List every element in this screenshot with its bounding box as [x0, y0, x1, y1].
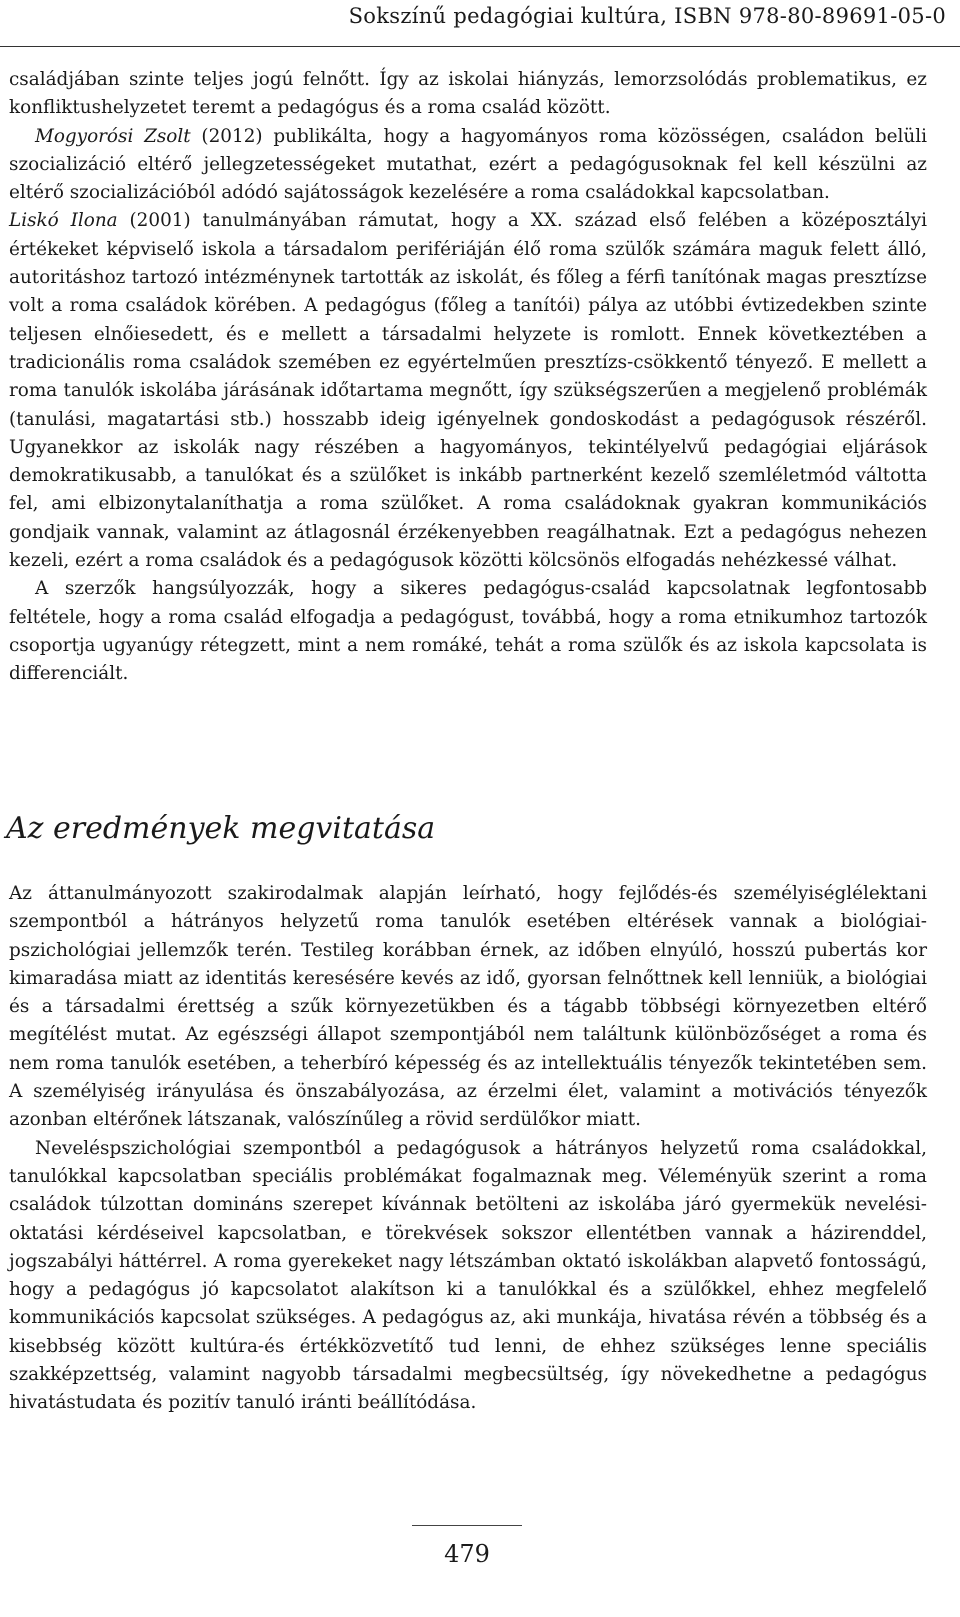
paragraph-5: Az áttanulmányozott szakirodalmak alapján leírható, hogy fejlődés-és személyiséglélektani szempontból a hátrányos helyzetű roma tanulók esetében eltérések vannak a biológiai-pszichológiai jellemzők terén. Testileg korábban érnek, az időben elnyúló, hosszú pubertás kor kimaradása miatt az identitás keresésére kevés az idő, gyorsan felnőttnek kell lenniük, a biológiai és a társadalmi érettség a szűk környezetükben és a tágabb többségi környezetben eltérő megítélést mutat. Az egészségi állapot szempontjából nem találtunk különbözőséget a roma és nem roma tanulók esetében, a teherbíró képesség és az intellektuális tényezők tekintetében sem. A személyiség irányulása és önszabályozása, az érzelmi élet, valamint a motivációs tényezők azonban eltérőnek látszanak, valószínűleg a rövid serdülőkor miatt.: [9, 883, 927, 1131]
section-body-1: [9, 66, 927, 689]
running-title: Sokszínű pedagógiai kultúra, ISBN 978-80-89691-05-0: [348, 4, 946, 28]
paragraph-text: (2012) publikálta, hogy a hagyományos roma közösségen, családon belüli szocializáció eltérő jellegzetességeket mutathat, ezért a pedagógusoknak fel kell készülni az eltérő szocializációból adódó sajátosságok kezelésére a roma családokkal kapcsolatban.: [9, 125, 927, 204]
footer-divider: [412, 1525, 522, 1526]
paragraph-4: A szerzők hangsúlyozzák, hogy a sikeres pedagógus-család kapcsolatnak legfontosabb feltétele, hogy a roma család elfogadja a pedagógust, továbbá, hogy a roma etnikumhoz tartozók csoportja ugyanúgy rétegzett, mint a nem romáké, tehát a roma szülők és az iskola kapcsolata is differenciált.: [9, 578, 927, 685]
paragraph-text: (2001) tanulmányában rámutat, hogy a XX. század első felében a középosztályi értékeket képviselő iskola a társadalom perifériáján élő roma szülők számára maguk felett álló, autoritáshoz tartozó intézménynek tartották az iskolát, és főleg a férfi tanítónak magas presztízse volt a roma családok körében. A pedagógus (főleg a tanítói) pálya az utóbbi évtizedekben szinte teljesen elnőiesedett, és e mellett a társadalmi helyzete is romlott. Ennek következtében a tradicionális roma családok szemében ez egyértelműen presztízs-csökkentő tényező. E mellett a roma tanulók iskolába járásának időtartama megnőtt, így szükségszerűen a megjelenő problémák (tanulási, magatartási stb.) hosszabb ideig igényelnek gondoskodást a pedagógusok részéről. Ugyanekkor az iskolák nagy részében a hagyományos, tekintélyelvű pedagógiai eljárások demokratikusabb, a tanulókat és a szülőket is inkább partnerként kezelő szemléletmód váltotta fel, ami elbizonytalaníthatja a roma szülőket. A roma családoknak gyakran kommunikációs gondjaik vannak, valamint az átlagosnál érzékenyebben reagálhatnak. Ezt a pedagógus nehezen kezeli, ezért a roma családok és a pedagógusok közötti kölcsönös elfogadás nehézkessé válhat.: [9, 210, 928, 572]
paragraph-3: [9, 207, 927, 575]
page-number: 479: [444, 1540, 490, 1568]
author-name: Mogyorósi Zsolt: [35, 125, 191, 147]
section-body-2: [9, 880, 927, 1418]
author-name: Liskó Ilona: [9, 210, 118, 232]
paragraph-2: [9, 123, 927, 208]
paragraph-6: Neveléspszichológiai szempontból a pedagógusok a hátrányos helyzetű roma családokkal, tanulókkal kapcsolatban speciális problémákat fogalmaznak meg. Véleményük szerint a roma családok túlzottan domináns szerepet kívánnak betölteni az iskolába járó gyermekük nevelési-oktatási kérdéseivel kapcsolatban, e törekvések sokszor ellentétben vannak a házirenddel, jogszabályi háttérrel. A roma gyerekeket nagy létszámban oktató iskolákban alapvető fontosságú, hogy a pedagógus jó kapcsolatot alakítson ki a tanulókkal és a szülőkkel, ehhez megfelelő kommunikációs kapcsolat szükséges. A pedagógus az, aki munkája, hivatása révén a többség és a kisebbség között kultúra-és értékközvetítő tud lenni, de ehhez szükséges lenne speciális szakképzettség, valamint nagyobb társadalmi megbecsültség, így növekedhetne a pedagógus hivatástudata és pozitív tanuló iránti beállítódása.: [9, 1137, 927, 1414]
page-header: [0, 0, 960, 48]
header-divider: [0, 46, 960, 47]
paragraph-1: családjában szinte teljes jogú felnőtt. Így az iskolai hiányzás, lemorzsolódás problematikus, ez konfliktushelyzetet teremt a pedagógus és a roma család között.: [9, 69, 927, 119]
section-heading: Az eredmények megvitatása: [6, 811, 436, 846]
